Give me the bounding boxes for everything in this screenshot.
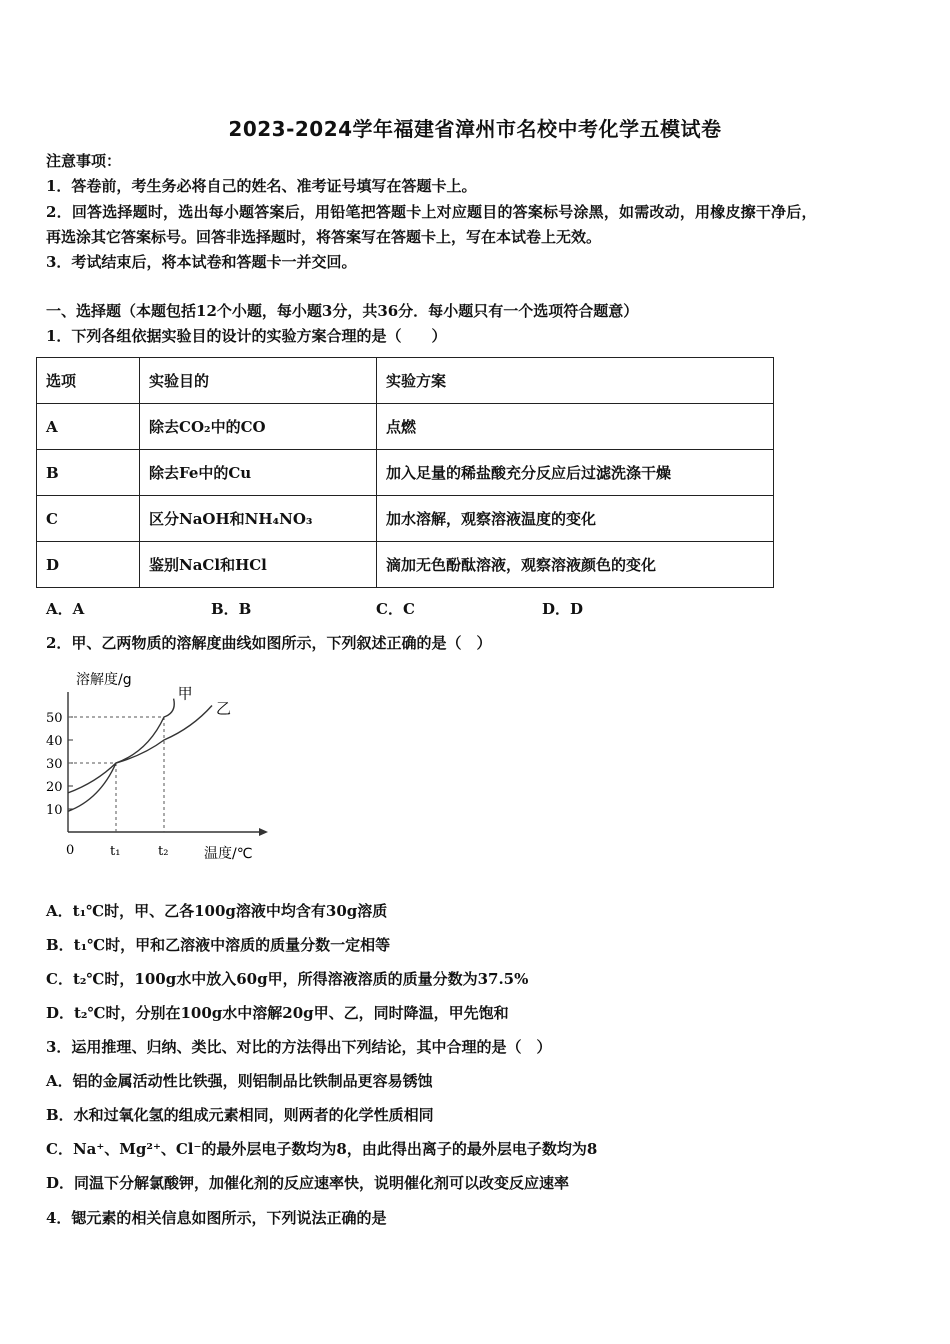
q2-option-c[interactable]: C．t₂℃时，100g水中放入60g甲，所得溶液溶质的质量分数为37.5% <box>46 970 529 988</box>
q1-table <box>36 357 774 588</box>
notice-item: 再选涂其它答案标号。回答非选择题时，将答案写在答题卡上，写在本试卷上无效。 <box>46 228 602 246</box>
q3-option-a[interactable]: A．铝的金属活动性比铁强，则铝制品比铁制品更容易锈蚀 <box>46 1072 433 1090</box>
answer-option-c[interactable]: C．C <box>376 600 415 618</box>
table-row <box>37 404 774 450</box>
purpose-cell: 区分NaOH和NH₄NO₃ <box>140 496 377 542</box>
table-header-cell: 实验目的 <box>140 358 377 404</box>
option-cell: A <box>37 404 140 450</box>
answer-option-b[interactable]: B．B <box>211 600 252 618</box>
y-tick-label: 30 <box>46 757 63 772</box>
option-cell: B <box>37 450 140 496</box>
y-tick-label: 50 <box>46 711 63 726</box>
question-1-stem: 1．下列各组依据实验目的设计的实验方案合理的是（ ） <box>46 327 447 345</box>
purpose-cell: 除去Fe中的Cu <box>140 450 377 496</box>
page-title: 2023-2024学年福建省漳州市名校中考化学五模试卷 <box>228 117 722 141</box>
table-row <box>37 496 774 542</box>
answer-option-a[interactable]: A．A <box>46 600 85 618</box>
series-label: 甲 <box>177 684 193 703</box>
plan-cell: 加入足量的稀盐酸充分反应后过滤洗涤干燥 <box>377 450 774 496</box>
notice-item: 3．考试结束后，将本试卷和答题卡一并交回。 <box>46 253 357 271</box>
plan-cell: 加水溶解，观察溶液温度的变化 <box>377 496 774 542</box>
x-axis-arrow <box>259 828 268 836</box>
q3-option-d[interactable]: D．同温下分解氯酸钾，加催化剂的反应速率快，说明催化剂可以改变反应速率 <box>46 1174 570 1192</box>
purpose-cell: 鉴别NaCl和HCl <box>140 542 377 588</box>
q3-option-b[interactable]: B．水和过氧化氢的组成元素相同，则两者的化学性质相同 <box>46 1106 434 1124</box>
notice-item: 2．回答选择题时，选出每小题答案后，用铅笔把答题卡上对应题目的答案标号涂黑，如需改动，用橡皮擦干净后， <box>46 203 817 221</box>
y-tick-label: 40 <box>46 734 63 749</box>
question-2-stem: 2．甲、乙两物质的溶解度曲线如图所示，下列叙述正确的是（ ） <box>46 634 492 652</box>
plan-cell: 点燃 <box>377 404 774 450</box>
purpose-cell: 除去CO₂中的CO <box>140 404 377 450</box>
x-tick-label: t₁ <box>110 844 121 859</box>
table-row <box>37 450 774 496</box>
series-label: 乙 <box>216 699 232 718</box>
y-tick-label: 10 <box>46 803 63 818</box>
y-axis-label: 溶解度/g <box>76 672 132 688</box>
q2-option-a[interactable]: A．t₁℃时，甲、乙各100g溶液中均含有30g溶质 <box>46 902 388 920</box>
x-tick-label: t₂ <box>158 844 169 859</box>
question-4-stem: 4．锶元素的相关信息如图所示，下列说法正确的是 <box>46 1209 387 1227</box>
answer-option-d[interactable]: D．D <box>542 600 584 618</box>
x-axis-label: 温度/℃ <box>204 846 253 862</box>
option-cell: C <box>37 496 140 542</box>
q2-option-b[interactable]: B．t₁℃时，甲和乙溶液中溶质的质量分数一定相等 <box>46 936 391 954</box>
solubility-chart <box>40 662 280 872</box>
series-line-jia <box>68 699 174 812</box>
table-header-cell: 实验方案 <box>377 358 774 404</box>
notice-heading: 注意事项： <box>46 152 122 170</box>
plan-cell: 滴加无色酚酞溶液，观察溶液颜色的变化 <box>377 542 774 588</box>
option-cell: D <box>37 542 140 588</box>
q3-option-c[interactable]: C．Na⁺、Mg²⁺、Cl⁻的最外层电子数均为8，由此得出离子的最外层电子数均为8 <box>46 1140 598 1158</box>
q2-option-d[interactable]: D．t₂℃时，分别在100g水中溶解20g甲、乙，同时降温，甲先饱和 <box>46 1004 509 1022</box>
table-header-cell: 选项 <box>37 358 140 404</box>
origin-label: 0 <box>66 843 75 858</box>
table-header-row <box>37 358 774 404</box>
section-heading: 一、选择题（本题包括12个小题，每小题3分，共36分．每小题只有一个选项符合题意） <box>46 302 639 320</box>
notice-item: 1．答卷前，考生务必将自己的姓名、准考证号填写在答题卡上。 <box>46 177 477 195</box>
table-row <box>37 542 774 588</box>
question-3-stem: 3．运用推理、归纳、类比、对比的方法得出下列结论，其中合理的是（ ） <box>46 1038 552 1056</box>
y-tick-label: 20 <box>46 780 63 795</box>
